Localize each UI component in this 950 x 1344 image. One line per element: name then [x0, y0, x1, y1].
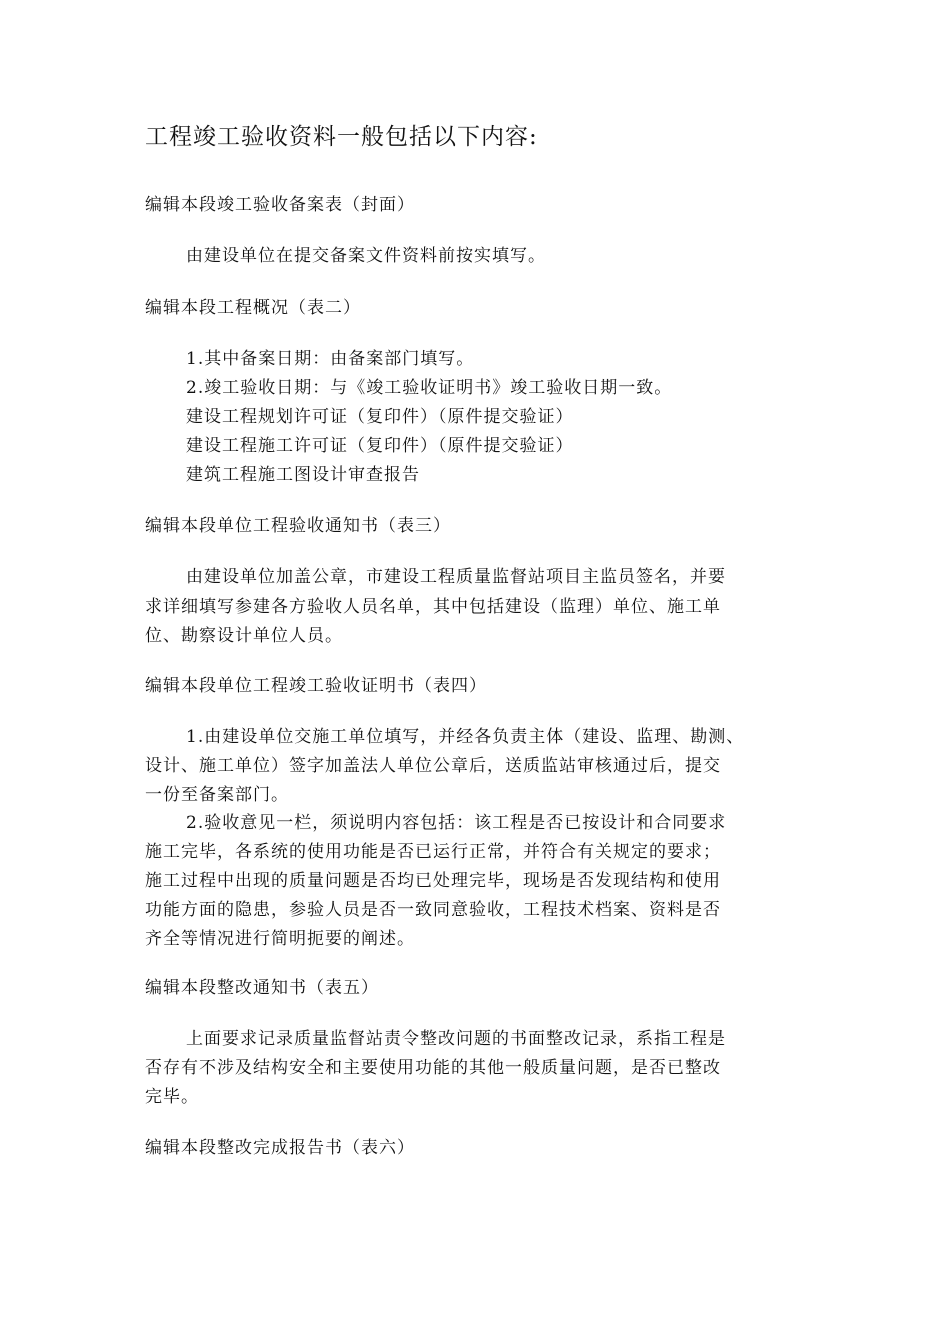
- paragraph-line: 上面要求记录质量监督站责令整改问题的书面整改记录，系指工程是: [186, 1029, 726, 1049]
- paragraph-line: 由建设单位在提交备案文件资料前按实填写。: [186, 246, 546, 266]
- paragraph-line: 建设工程规划许可证（复印件）（原件提交验证）: [186, 407, 574, 427]
- paragraph-line: 施工完毕，各系统的使用功能是否已运行正常，并符合有关规定的要求；: [145, 842, 721, 862]
- section-heading-acceptance-notice: 编辑本段单位工程验收通知书（表三）: [145, 516, 451, 536]
- section-heading-rectification-notice: 编辑本段整改通知书（表五）: [145, 978, 379, 998]
- paragraph-line: 求详细填写参建各方验收人员名单，其中包括建设（监理）单位、施工单: [145, 597, 721, 617]
- page-title: 工程竣工验收资料一般包括以下内容:: [145, 124, 538, 150]
- paragraph-line: 建筑工程施工图设计审查报告: [186, 465, 420, 485]
- paragraph-line: 齐全等情况进行简明扼要的阐述。: [145, 929, 415, 949]
- paragraph-line: 功能方面的隐患，参验人员是否一致同意验收，工程技术档案、资料是否: [145, 900, 721, 920]
- paragraph-line: 完毕。: [145, 1087, 199, 1107]
- paragraph-line: 1.由建设单位交施工单位填写，并经各负责主体（建设、监理、勘测、: [186, 727, 745, 747]
- paragraph-line: 设计、施工单位）签字加盖法人单位公章后，送质监站审核通过后，提交: [145, 756, 721, 776]
- section-heading-overview: 编辑本段工程概况（表二）: [145, 298, 361, 318]
- paragraph-line: 1.其中备案日期：由备案部门填写。: [186, 349, 475, 369]
- paragraph-line: 建设工程施工许可证（复印件）（原件提交验证）: [186, 436, 574, 456]
- paragraph-line: 2.竣工验收日期：与《竣工验收证明书》竣工验收日期一致。: [186, 378, 673, 398]
- paragraph-line: 否存有不涉及结构安全和主要使用功能的其他一般质量问题，是否已整改: [145, 1058, 721, 1078]
- paragraph-line: 位、勘察设计单位人员。: [145, 626, 343, 646]
- paragraph-line: 2.验收意见一栏，须说明内容包括：该工程是否已按设计和合同要求: [186, 813, 727, 833]
- section-heading-cover: 编辑本段竣工验收备案表（封面）: [145, 195, 415, 215]
- section-heading-rectification-report: 编辑本段整改完成报告书（表六）: [145, 1138, 415, 1158]
- paragraph-line: 施工过程中出现的质量问题是否均已处理完毕，现场是否发现结构和使用: [145, 871, 721, 891]
- paragraph-line: 一份至备案部门。: [145, 785, 289, 805]
- section-heading-completion-certificate: 编辑本段单位工程竣工验收证明书（表四）: [145, 676, 487, 696]
- paragraph-line: 由建设单位加盖公章，市建设工程质量监督站项目主监员签名，并要: [186, 567, 726, 587]
